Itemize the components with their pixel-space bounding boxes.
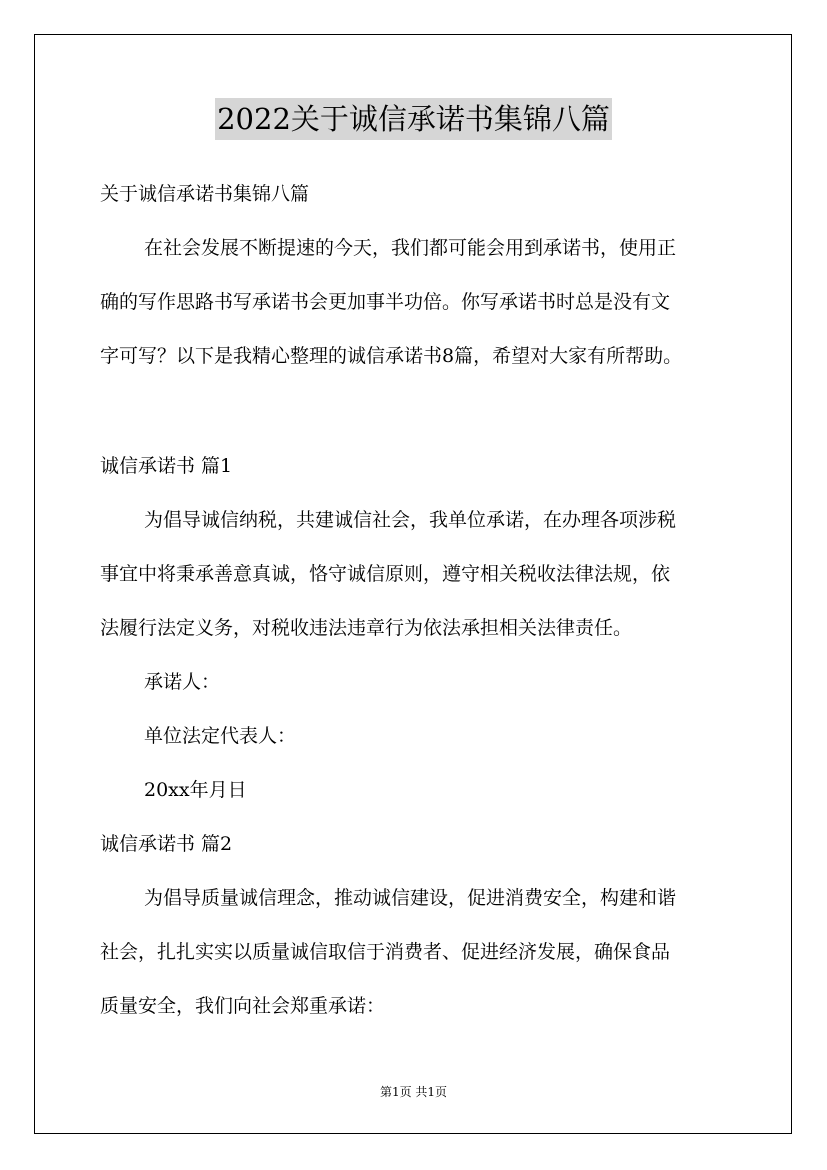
title-container (0, 98, 827, 140)
section-2-body-line-2: 社会，扎扎实实以质量诚信取信于消费者、促进经济发展，确保食品 (100, 941, 671, 963)
section-2-body-line-3: 质量安全，我们向社会郑重承诺： (100, 995, 386, 1017)
legal-representative-label: 单位法定代表人： (144, 725, 297, 747)
section-1-body-line-1: 为倡导诚信纳税，共建诚信社会，我单位承诺，在办理各项涉税 (144, 509, 677, 531)
intro-line-1: 在社会发展不断提速的今天，我们都可能会用到承诺书，使用正 (144, 237, 677, 259)
date-line: 20xx年月日 (144, 779, 247, 801)
page-footer: 第1页 共1页 (379, 1085, 448, 1099)
document-subtitle: 关于诚信承诺书集锦八篇 (100, 183, 310, 205)
promisor-label: 承诺人： (144, 671, 221, 693)
section-1-heading: 诚信承诺书 篇1 (100, 455, 233, 477)
section-1-body-line-2: 事宜中将秉承善意真诚，恪守诚信原则，遵守相关税收法律法规，依 (100, 563, 671, 585)
section-2-heading: 诚信承诺书 篇2 (100, 833, 233, 855)
intro-line-3: 字可写？以下是我精心整理的诚信承诺书8篇，希望对大家有所帮助。 (100, 345, 683, 367)
intro-line-2: 确的写作思路书写承诺书会更加事半功倍。你写承诺书时总是没有文 (100, 291, 671, 313)
section-1-body-line-3: 法履行法定义务，对税收违法违章行为依法承担相关法律责任。 (100, 617, 633, 639)
section-2-body-line-1: 为倡导质量诚信理念，推动诚信建设，促进消费安全，构建和谐 (144, 887, 677, 909)
document-title: 2022关于诚信承诺书集锦八篇 (215, 98, 612, 140)
